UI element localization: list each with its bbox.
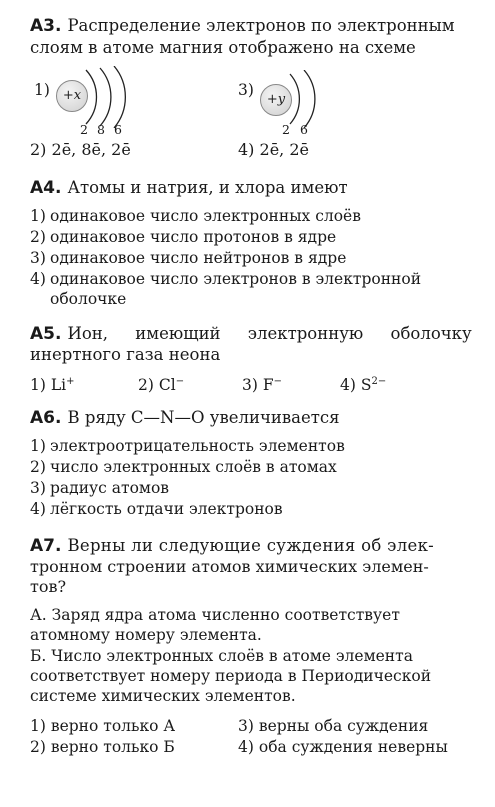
question-number: А7. <box>30 536 62 556</box>
answer-option: 3) верны оба суждения <box>238 717 429 735</box>
answer-option: 3) F− <box>242 376 283 394</box>
question-number: А5. <box>30 324 62 344</box>
question-a4 <box>30 178 475 198</box>
answer-option: 2) число электронных слоёв в атомах <box>30 458 337 476</box>
option-label: 3) <box>238 81 254 99</box>
answer-option: 4) лёгкость отдачи электронов <box>30 500 283 518</box>
answer-option: 2) верно только Б <box>30 738 175 756</box>
electron-shells-diagram <box>288 70 324 128</box>
answer-option: 2) одинаковое число протонов в ядре <box>30 228 337 246</box>
statement-b: соответствует номеру периода в Периодической <box>30 667 432 685</box>
shell-electron-count: 8 <box>97 122 105 137</box>
question-text: тронном строении атомов химических элемен- <box>30 557 429 576</box>
shell-electron-count: 6 <box>300 122 308 137</box>
answer-option: 2) Cl− <box>138 376 185 394</box>
answer-option: 1) одинаковое число электронных слоёв <box>30 207 361 225</box>
answer-option: 1) Li+ <box>30 376 75 394</box>
question-number: А3. <box>30 16 62 36</box>
statement-a: атомному номеру элемента. <box>30 626 262 644</box>
option-text: 2) 2ē, 8ē, 2ē <box>30 140 131 159</box>
question-text: Верны ли следующие суждения об элек- <box>67 536 435 555</box>
question-text: инертного газа неона <box>30 345 221 364</box>
answer-option: 4) оба суждения неверны <box>238 738 448 756</box>
statement-a: А. Заряд ядра атома численно соответствует <box>30 606 400 624</box>
question-text: Ион, имеющий электронную оболочку <box>67 324 472 343</box>
answer-option: 3) радиус атомов <box>30 479 170 497</box>
question-a5 <box>30 324 475 344</box>
question-a3 <box>30 16 475 36</box>
option-text: 4) 2ē, 2ē <box>238 140 309 159</box>
question-text: тов? <box>30 577 67 596</box>
question-text: В ряду C—N—O увеличивается <box>67 408 340 427</box>
option-label: 1) <box>34 81 50 99</box>
question-text: Атомы и натрия, и хлора имеют <box>67 178 348 197</box>
shell-electron-count: 6 <box>114 122 122 137</box>
question-number: А4. <box>30 178 62 198</box>
question-a7 <box>30 536 475 556</box>
answer-option: 1) верно только А <box>30 717 176 735</box>
answer-option: 4) $S^{2-}$ <box>340 376 387 394</box>
question-text: Распределение электронов по электронным <box>67 16 455 35</box>
question-a6 <box>30 408 475 428</box>
answer-option: 4) одинаковое число электронов в электронной <box>30 270 422 288</box>
statement-b: Б. Число электронных слоёв в атоме элемента <box>30 647 413 665</box>
statement-b: системе химических элементов. <box>30 687 296 705</box>
answer-continuation: оболочке <box>50 290 127 308</box>
nucleus-circle: +x <box>56 80 88 112</box>
nucleus-circle: +y <box>260 84 292 116</box>
shell-electron-count: 2 <box>282 122 290 137</box>
question-text: слоям в атоме магния отображено на схеме <box>30 38 416 57</box>
shell-electron-count: 2 <box>80 122 88 137</box>
question-number: А6. <box>30 408 62 428</box>
electron-shells-diagram <box>84 66 134 128</box>
answer-option: 1) электроотрицательность элементов <box>30 437 345 455</box>
answer-option: 3) одинаковое число нейтронов в ядре <box>30 249 347 267</box>
